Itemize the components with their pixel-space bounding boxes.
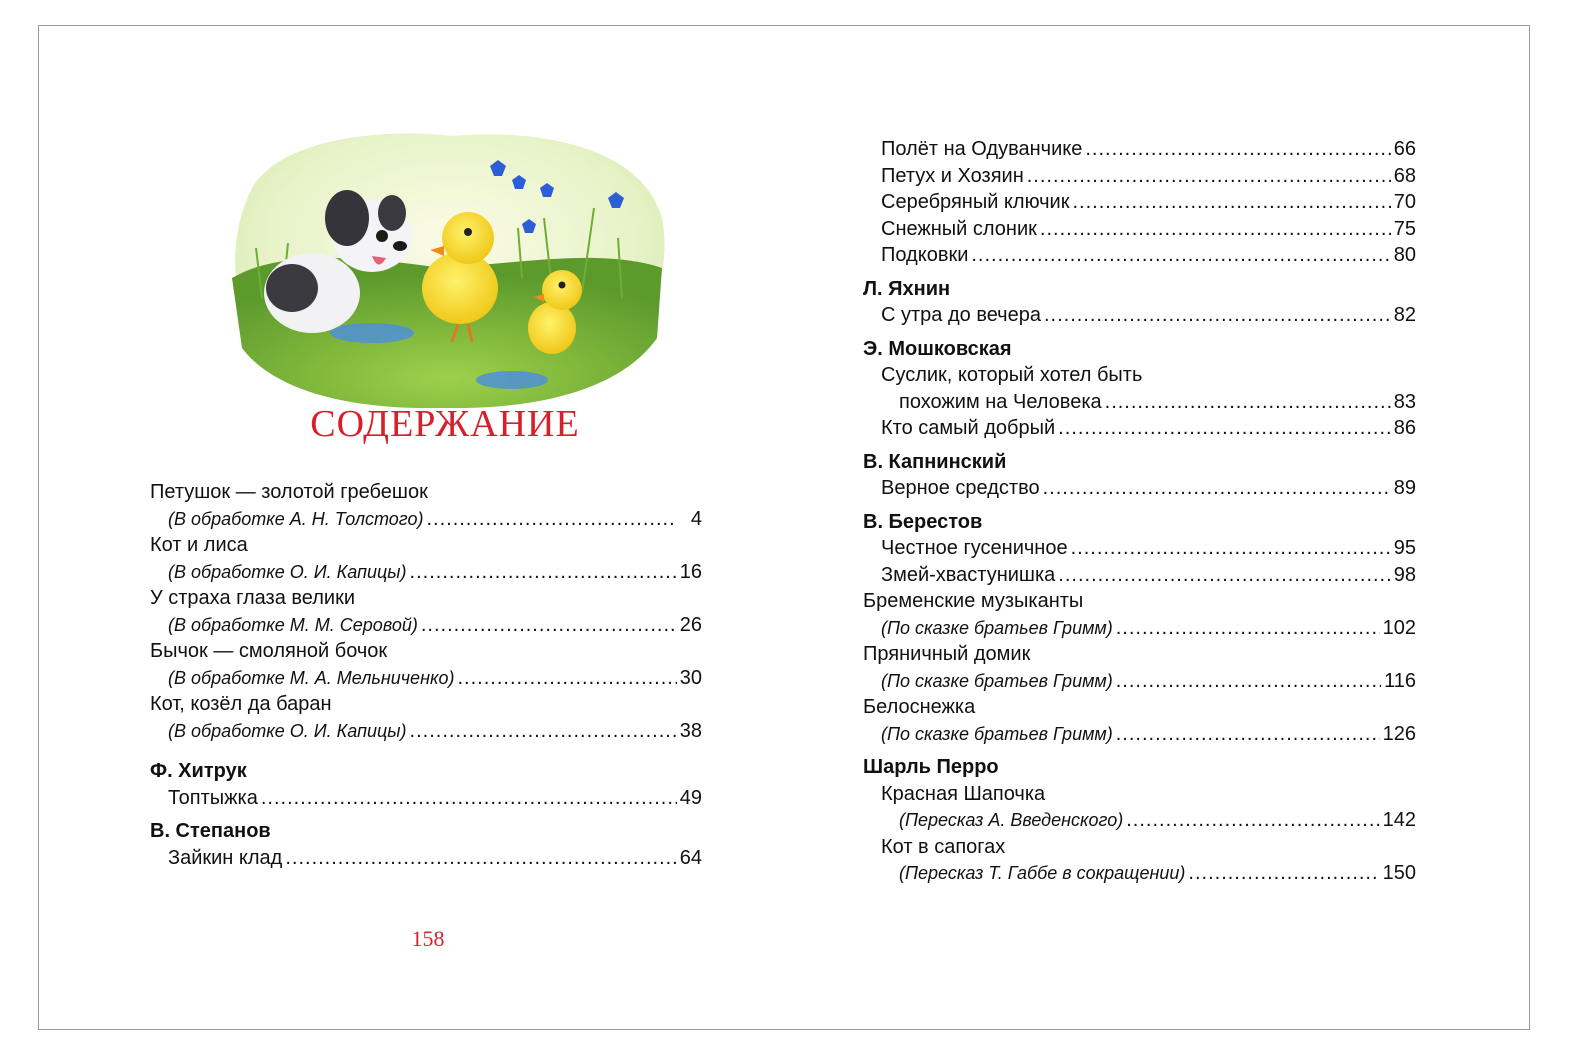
toc-page-number: 116 xyxy=(1384,669,1416,692)
toc-page-number: 102 xyxy=(1382,616,1416,639)
dot-leader xyxy=(1116,668,1381,695)
page-number: 158 xyxy=(411,926,445,951)
toc-entry xyxy=(150,665,702,692)
toc-author: Шарль Перро xyxy=(863,756,999,778)
toc-entry-title: Серебряный ключик xyxy=(881,191,1070,213)
toc-entry-subtitle: (В обработке А. Н. Толстого) xyxy=(168,508,424,529)
toc-heading: СОДЕРЖАНИЕ xyxy=(310,403,580,445)
dot-leader xyxy=(1040,216,1391,243)
toc-page-number: 95 xyxy=(1393,537,1416,559)
toc-entry-title: Петушок — золотой гребешок xyxy=(150,481,428,503)
toc-right-column xyxy=(863,136,1416,887)
toc-entry xyxy=(863,475,1416,502)
dot-leader xyxy=(285,845,676,872)
toc-page-number: 98 xyxy=(1393,563,1416,586)
puppy-chicks-illustration xyxy=(222,128,668,408)
toc-entry xyxy=(863,721,1416,748)
toc-entry xyxy=(863,302,1416,329)
toc-page-number: 142 xyxy=(1382,809,1416,831)
toc-entry-title: Кто самый добрый xyxy=(881,417,1056,439)
toc-entry-subtitle: (Пересказ Т. Габбе в сокращении) xyxy=(899,863,1186,883)
toc-entry xyxy=(150,845,702,872)
dot-leader xyxy=(1071,535,1391,562)
toc-entry-title: Подковки xyxy=(881,244,969,266)
toc-page-number: 150 xyxy=(1382,862,1416,884)
toc-entry-title: Красная Шапочка xyxy=(881,782,1046,805)
toc-page-number: 80 xyxy=(1393,244,1416,266)
toc-page-number: 75 xyxy=(1393,217,1416,240)
toc-entry-title: Суслик, который хотел быть xyxy=(881,364,1143,386)
toc-entry-title: Кот и лиса xyxy=(150,534,248,556)
toc-entry-subtitle: (В обработке М. М. Серовой) xyxy=(168,614,418,635)
toc-page-number: 66 xyxy=(1393,138,1416,160)
toc-entry xyxy=(150,612,702,639)
dot-leader xyxy=(1085,136,1390,163)
toc-entry xyxy=(150,559,702,586)
toc-entry-subtitle: (В обработке О. И. Капицы) xyxy=(168,561,407,582)
toc-entry-title: Честное гусеничное xyxy=(881,537,1068,559)
toc-entry xyxy=(863,860,1416,887)
toc-author: Ф. Хитрук xyxy=(150,760,247,782)
dot-leader xyxy=(1044,302,1391,329)
toc-page-number: 68 xyxy=(1393,164,1416,187)
dot-leader xyxy=(457,665,676,692)
toc-author: В. Капнинский xyxy=(863,450,1007,473)
toc-entry-title: У страха глаза велики xyxy=(150,587,356,609)
dot-leader xyxy=(1058,415,1391,442)
dot-leader xyxy=(1043,475,1391,502)
toc-page-number: 70 xyxy=(1393,191,1416,213)
toc-entry-title-cont: похожим на Человека xyxy=(899,390,1102,413)
toc-entry xyxy=(863,415,1416,442)
toc-entry-subtitle: (По сказке братьев Гримм) xyxy=(881,723,1113,744)
toc-page-number: 126 xyxy=(1382,722,1416,745)
toc-entry-subtitle: (В обработке О. И. Капицы) xyxy=(168,720,407,741)
toc-entry-title: Зайкин клад xyxy=(168,846,283,869)
toc-entry-title: Верное средство xyxy=(881,477,1040,499)
toc-entry-subtitle: (По сказке братьев Гримм) xyxy=(881,670,1113,691)
dot-leader xyxy=(410,559,677,586)
toc-entry xyxy=(863,668,1416,695)
dot-leader xyxy=(971,242,1390,269)
dot-leader xyxy=(1027,163,1391,190)
toc-author: Л. Яхнин xyxy=(863,277,951,300)
toc-entry xyxy=(863,807,1416,834)
dot-leader xyxy=(1072,189,1390,216)
toc-entry-title: Петух и Хозяин xyxy=(881,164,1024,187)
toc-entry xyxy=(863,136,1416,163)
toc-entry xyxy=(150,506,702,533)
toc-entry-subtitle: (По сказке братьев Гримм) xyxy=(881,617,1113,638)
toc-entry-title: Бременские музыканты xyxy=(863,590,1084,612)
toc-page-number: 83 xyxy=(1393,390,1416,413)
toc-page-number: 64 xyxy=(679,846,702,869)
toc-entry xyxy=(863,535,1416,562)
dot-leader xyxy=(1105,389,1391,416)
dot-leader xyxy=(1116,721,1380,748)
toc-entry-subtitle: (Пересказ А. Введенского) xyxy=(899,810,1124,830)
dot-leader xyxy=(426,506,677,533)
toc-page-number: 89 xyxy=(1393,477,1416,499)
toc-entry-title: Полёт на Одуванчике xyxy=(881,138,1083,160)
toc-page-number: 16 xyxy=(679,560,702,583)
toc-entry xyxy=(150,718,702,745)
toc-entry-title: Топтыжка xyxy=(168,786,258,809)
toc-page-number: 86 xyxy=(1393,417,1416,439)
toc-entry xyxy=(863,615,1416,642)
toc-author: В. Степанов xyxy=(150,820,271,842)
toc-entry xyxy=(150,785,702,812)
toc-entry xyxy=(863,163,1416,190)
toc-entry-title: Кот в сапогах xyxy=(881,835,1006,858)
toc-page-number: 82 xyxy=(1393,304,1416,326)
toc-entry xyxy=(863,189,1416,216)
toc-page-number: 26 xyxy=(679,613,702,636)
toc-author: В. Берестов xyxy=(863,510,983,533)
toc-left-column xyxy=(150,479,702,871)
toc-page-number: 4 xyxy=(690,507,702,530)
dot-leader xyxy=(410,718,677,745)
dot-leader xyxy=(421,612,677,639)
dot-leader xyxy=(261,785,677,812)
toc-entry-subtitle: (В обработке М. А. Мельниченко) xyxy=(168,667,455,688)
toc-page-number: 38 xyxy=(679,719,702,742)
dot-leader xyxy=(1116,615,1380,642)
toc-author: Э. Мошковская xyxy=(863,337,1012,360)
dot-leader xyxy=(1126,807,1379,834)
toc-entry-title: Бычок — смоляной бочок xyxy=(150,640,388,662)
toc-entry-title: Змей-хвастунишка xyxy=(881,563,1056,586)
toc-entry-title: Снежный слоник xyxy=(881,217,1037,240)
toc-entry xyxy=(863,562,1416,589)
toc-entry xyxy=(863,242,1416,269)
dot-leader xyxy=(1058,562,1390,589)
toc-entry xyxy=(863,216,1416,243)
toc-page-number: 49 xyxy=(679,786,702,809)
toc-entry-title: Пряничный домик xyxy=(863,643,1031,665)
toc-entry-title: Кот, козёл да баран xyxy=(150,693,332,715)
toc-entry-title: С утра до вечера xyxy=(881,304,1041,326)
toc-page-number: 30 xyxy=(679,666,702,689)
toc-entry-title: Белоснежка xyxy=(863,696,976,718)
dot-leader xyxy=(1188,860,1379,887)
toc-entry xyxy=(863,389,1416,416)
